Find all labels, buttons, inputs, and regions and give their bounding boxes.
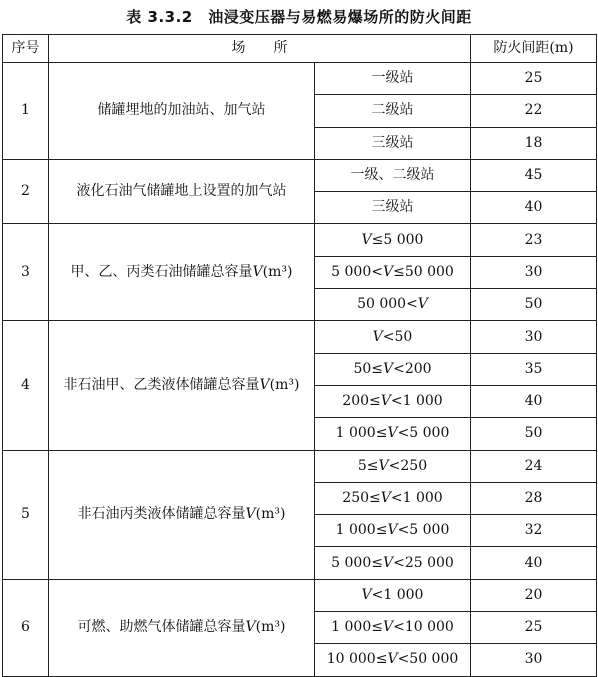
distance-cell: 35 [471, 353, 597, 385]
condition-cell: 二级站 [315, 95, 471, 127]
row-number: 2 [3, 159, 49, 224]
condition-cell: 1 000≤V<5 000 [315, 418, 471, 450]
row-number: 5 [3, 450, 49, 579]
header-distance: 防火间距(m) [471, 35, 597, 63]
fire-distance-table [2, 34, 597, 677]
place-name: 可燃、助燃气体储罐总容量V(m³) [49, 579, 315, 676]
distance-cell: 32 [471, 515, 597, 547]
condition-cell: V≤5 000 [315, 224, 471, 256]
distance-cell: 18 [471, 127, 597, 159]
condition-cell: 50≤V<200 [315, 353, 471, 385]
condition-cell: V<50 [315, 321, 471, 353]
condition-cell: 1 000≤V<5 000 [315, 515, 471, 547]
table-row [3, 159, 597, 191]
row-number: 3 [3, 224, 49, 321]
distance-cell: 25 [471, 63, 597, 95]
distance-cell: 30 [471, 321, 597, 353]
place-name: 储罐埋地的加油站、加气站 [49, 63, 315, 160]
distance-cell: 23 [471, 224, 597, 256]
header-row [3, 35, 597, 63]
distance-cell: 40 [471, 192, 597, 224]
distance-cell: 25 [471, 612, 597, 644]
place-name: 非石油丙类液体储罐总容量V(m³) [49, 450, 315, 579]
header-place: 场 所 [49, 35, 471, 63]
row-number: 1 [3, 63, 49, 160]
condition-cell: 5≤V<250 [315, 450, 471, 482]
condition-cell: 200≤V<1 000 [315, 385, 471, 417]
distance-cell: 45 [471, 159, 597, 191]
place-name: 液化石油气储罐地上设置的加气站 [49, 159, 315, 224]
header-no: 序号 [3, 35, 49, 63]
distance-cell: 30 [471, 644, 597, 676]
condition-cell: 一级、二级站 [315, 159, 471, 191]
condition-cell: 10 000≤V<50 000 [315, 644, 471, 676]
distance-cell: 40 [471, 547, 597, 579]
condition-cell: 三级站 [315, 127, 471, 159]
condition-cell: 50 000<V [315, 289, 471, 321]
condition-cell: 一级站 [315, 63, 471, 95]
distance-cell: 24 [471, 450, 597, 482]
distance-cell: 20 [471, 579, 597, 611]
table-body [3, 63, 597, 677]
condition-cell: 250≤V<1 000 [315, 482, 471, 514]
condition-cell: 三级站 [315, 192, 471, 224]
table-row [3, 321, 597, 353]
condition-cell: 5 000≤V<25 000 [315, 547, 471, 579]
row-number: 4 [3, 321, 49, 450]
distance-cell: 50 [471, 418, 597, 450]
distance-cell: 22 [471, 95, 597, 127]
distance-cell: 40 [471, 385, 597, 417]
distance-cell: 28 [471, 482, 597, 514]
table-row [3, 224, 597, 256]
table-row [3, 63, 597, 95]
table-title: 表 3.3.2 油浸变压器与易燃易爆场所的防火间距 [126, 8, 472, 26]
distance-cell: 50 [471, 289, 597, 321]
table-row [3, 450, 597, 482]
table-row [3, 579, 597, 611]
place-name: 甲、乙、丙类石油储罐总容量V(m³) [49, 224, 315, 321]
place-name: 非石油甲、乙类液体储罐总容量V(m³) [49, 321, 315, 450]
row-number: 6 [3, 579, 49, 676]
condition-cell: 1 000≤V<10 000 [315, 612, 471, 644]
condition-cell: V<1 000 [315, 579, 471, 611]
distance-cell: 30 [471, 256, 597, 288]
condition-cell: 5 000<V≤50 000 [315, 256, 471, 288]
